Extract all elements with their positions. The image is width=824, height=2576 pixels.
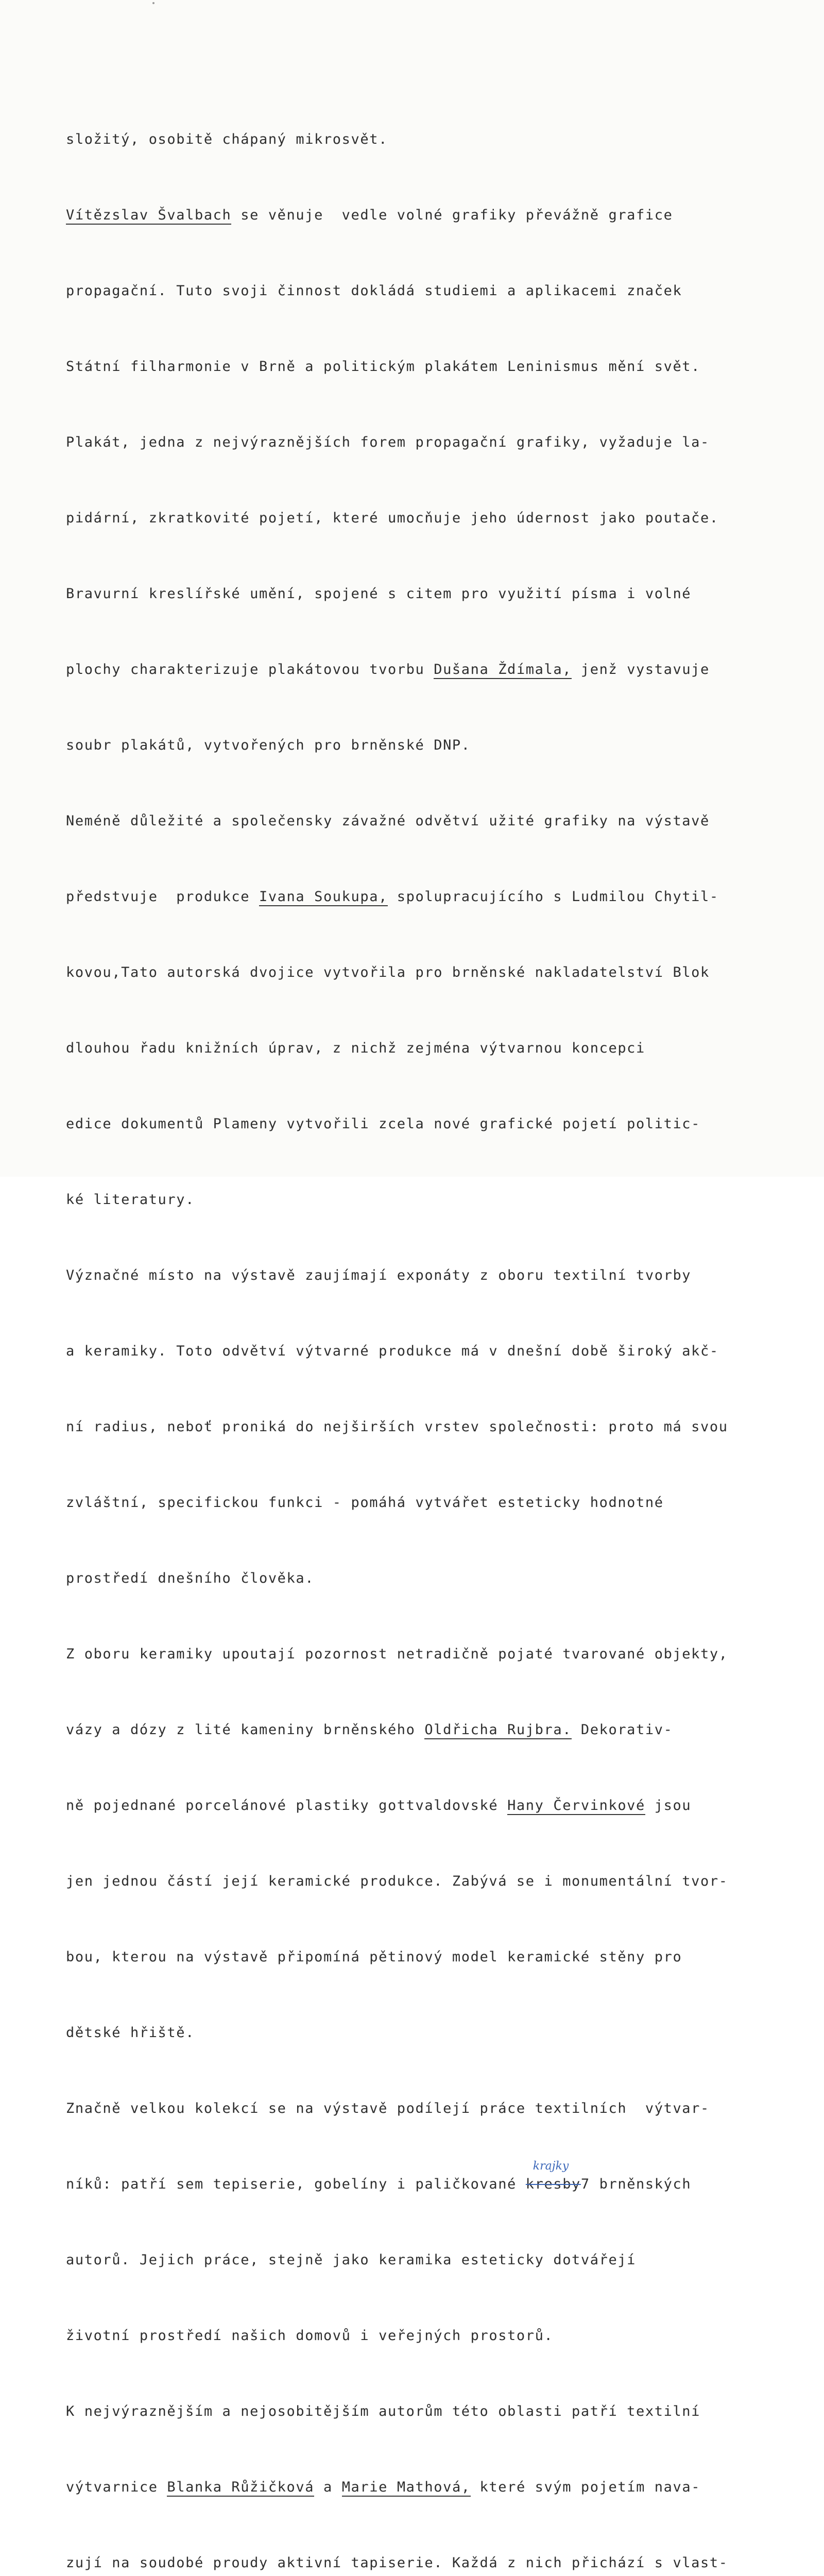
underlined-name: Ivana Soukupa, bbox=[259, 889, 388, 906]
text-line: dětské hřiště. bbox=[66, 2025, 195, 2041]
line-text: 7 brněnských bbox=[580, 2176, 692, 2192]
text-line: Z oboru keramiky upoutají pozornost netradičně pojaté tvarované objekty, bbox=[66, 1646, 728, 1662]
text-line bbox=[66, 202, 813, 228]
line-text: předstvuje produkce bbox=[66, 889, 259, 905]
text-line: pidární, zkratkovité pojetí, které umocňuje jeho údernost jako poutače. bbox=[66, 510, 719, 526]
text-line: propagační. Tuto svoji činnost dokládá studiemi a aplikacemi značek bbox=[66, 283, 682, 299]
paper-speck bbox=[152, 2, 154, 4]
line-text: spolupracujícího s Ludmilou Chytil- bbox=[387, 889, 719, 905]
text-line: Bravurní kreslířské umění, spojené s citem pro využití písma i volné bbox=[66, 586, 692, 602]
line-text: ně pojednané porcelánové plastiky gottvaldovské bbox=[66, 1798, 508, 1814]
text-line: životní prostředí našich domovů i veřejných prostorů. bbox=[66, 2328, 554, 2344]
underlined-name: Oldřicha Rujbra. bbox=[424, 1722, 572, 1739]
text-line bbox=[66, 1793, 813, 1818]
text-line bbox=[66, 884, 813, 909]
line-text: výtvarnice bbox=[66, 2479, 167, 2495]
text-line: kovou,Tato autorská dvojice vytvořila pro brněnské nakladatelství Blok bbox=[66, 964, 710, 980]
text-line: zují na soudobé proudy aktivní tapiserie. Každá z nich přichází s vlast- bbox=[66, 2555, 728, 2571]
line-text: plochy charakterizuje plakátovou tvorbu bbox=[66, 662, 434, 677]
text-line: Značně velkou kolekcí se na výstavě podílejí práce textilních výtvar- bbox=[66, 2100, 710, 2116]
underlined-name: Dušana Ždímala, bbox=[434, 662, 572, 679]
line-text: se věnuje vedle volné grafiky převážně grafice bbox=[231, 207, 673, 223]
text-line: bou, kterou na výstavě připomíná pětinový model keramické stěny pro bbox=[66, 1949, 682, 1965]
line-text: jsou bbox=[645, 1798, 692, 1814]
line-text: jenž vystavuje bbox=[572, 662, 710, 677]
text-line: jen jednou částí její keramické produkce. Zabývá se i monumentální tvor- bbox=[66, 1873, 728, 1889]
text-line: dlouhou řadu knižních úprav, z nichž zejména výtvarnou koncepci bbox=[66, 1040, 645, 1056]
handwritten-correction bbox=[525, 2160, 581, 2192]
text-line bbox=[66, 1717, 813, 1742]
text-line: prostředí dnešního člověka. bbox=[66, 1570, 315, 1586]
text-line bbox=[66, 2160, 813, 2197]
text-line: ké literatury. bbox=[66, 1192, 195, 1208]
text-line bbox=[66, 657, 813, 682]
text-line: složitý, osobitě chápaný mikrosvět. bbox=[66, 131, 388, 147]
underlined-name: Vítězslav Švalbach bbox=[66, 207, 231, 225]
text-line: autorů. Jejich práce, stejně jako keramika esteticky dotvářejí bbox=[66, 2252, 637, 2268]
text-line: ní radius, neboť proniká do nejširších vrstev společnosti: proto má svou bbox=[66, 1419, 728, 1435]
underlined-name: Marie Mathová, bbox=[342, 2479, 471, 2497]
underlined-name: Blanka Růžičková bbox=[167, 2479, 314, 2497]
underlined-name: Hany Červinkové bbox=[507, 1798, 645, 1815]
text-line: Neméně důležité a společensky závažné odvětví užité grafiky na výstavě bbox=[66, 813, 710, 829]
line-text: a bbox=[314, 2479, 342, 2495]
text-line: K nejvýraznějším a nejosobitějším autorům této oblasti patří textilní bbox=[66, 2403, 701, 2419]
text-line: Plakát, jedna z nejvýraznějších forem propagační grafiky, vyžaduje la- bbox=[66, 434, 710, 450]
line-text: které svým pojetím nava- bbox=[470, 2479, 701, 2495]
text-line: zvláštní, specifickou funkci - pomáhá vytvářet esteticky hodnotné bbox=[66, 1495, 664, 1511]
struck-word: kresby bbox=[525, 2176, 581, 2192]
line-text: níků: patří sem tepiserie, gobelíny i paličkované bbox=[66, 2176, 526, 2192]
typescript-body bbox=[66, 76, 813, 2576]
handwritten-insert: krajky bbox=[533, 2160, 569, 2173]
line-text: Dekorativ- bbox=[572, 1722, 673, 1738]
text-line: edice dokumentů Plameny vytvořili zcela nové grafické pojetí politic- bbox=[66, 1116, 701, 1132]
text-line: Státní filharmonie v Brně a politickým plakátem Leninismus mění svět. bbox=[66, 359, 701, 375]
text-line bbox=[66, 2475, 813, 2500]
text-line: soubr plakátů, vytvořených pro brněnské DNP. bbox=[66, 737, 471, 753]
line-text: vázy a dózy z lité kameniny brněnského bbox=[66, 1722, 425, 1738]
text-line: Význačné místo na výstavě zaujímají exponáty z oboru textilní tvorby bbox=[66, 1267, 692, 1283]
text-line: a keramiky. Toto odvětví výtvarné produkce má v dnešní době široký akč- bbox=[66, 1343, 719, 1359]
